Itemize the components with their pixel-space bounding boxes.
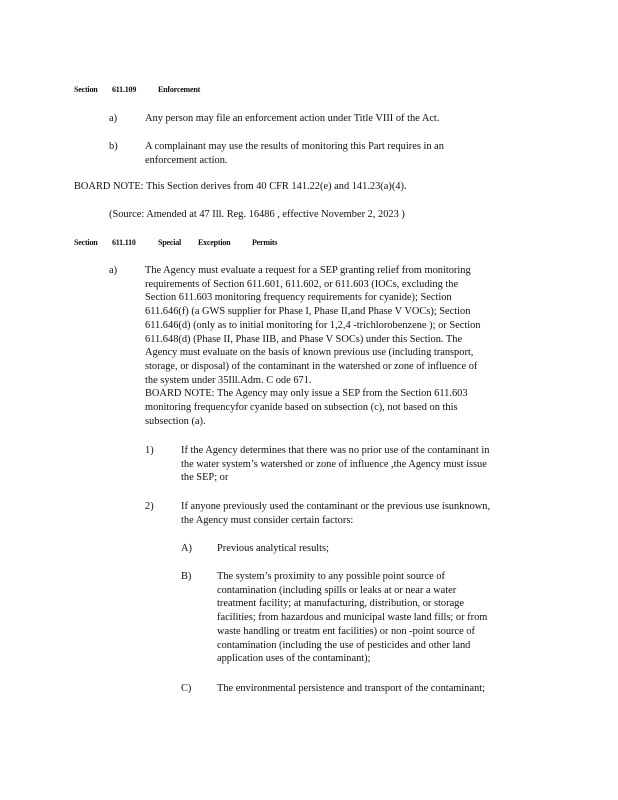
- item-label: 1): [145, 445, 154, 456]
- section-title-word-2: Exception: [198, 238, 231, 247]
- item-label: 2): [145, 501, 154, 512]
- section-number: 611.109: [112, 85, 137, 94]
- factor-text: Previous analytical results;: [217, 543, 329, 554]
- section-611-110-heading: [74, 238, 334, 248]
- subsection-label: a): [109, 265, 118, 276]
- item-text: If anyone previously used the contaminant or the previous use isunknown, the Agency must consider certain factors:: [181, 501, 491, 526]
- factor-label: A): [181, 543, 192, 554]
- board-note: BOARD NOTE: This Section derives from 40 CFR 141.22(e) and 141.23(a)(4).: [74, 181, 407, 192]
- subsection-text: Any person may file an enforcement action under Title VIII of the Act.: [145, 113, 440, 124]
- section-title-word-1: Special: [158, 238, 182, 247]
- section-word: Section: [74, 85, 98, 94]
- subsection-label: b): [109, 141, 118, 152]
- item-text: If the Agency determines that there was no prior use of the contaminant in the water system’s watershed or zone of influence ,the Agency must issue the SEP; or: [181, 445, 490, 484]
- factor-label: C): [181, 683, 192, 694]
- subsection-label: a): [109, 113, 118, 124]
- factor-label: B): [181, 571, 192, 582]
- factor-text: The system’s proximity to any possible point source of contamination (including spills or leaks at or near a water treatment facility; at manufacturing, distribution, or storage facilities; from hazardous and municipal waste land fills; or from waste handling or treatm ent facilities) or non -point source of contamination (including the use of pesticides and other land application uses of the contaminant);: [217, 571, 488, 665]
- section-611-109-heading: [74, 85, 274, 95]
- section-word: Section: [74, 238, 98, 247]
- subsection-text: The Agency must evaluate a request for a SEP granting relief from monitoring requirements of Section 611.601, 611.602, or 611.603 (IOCs, excluding the Section 611.603 monitoring frequency requirements for cyanide); Section 611.646(f) (a GWS supplier for Phase I, Phase II,and Phase V VOCs); Section 611.646(d) (only as to initial monitoring for 1,2,4 -trichlorobenzene ); or Section 611.648(d) (Phase II, Phase IIB, and Phase V SOCs) under this Section. The Agency must evaluate on the basis of known previous use (including transport, storage, or disposal) of the contaminant in the watershed or zone of influence of the system under 35Ill.Adm. C ode 671. BOARD NOTE: The Agency may only issue a SEP from the Section 611.603 monitoring frequencyfor cyanide based on subsection (c), not based on this subsection (a).: [145, 265, 481, 427]
- factor-text: The environmental persistence and transport of the contaminant;: [217, 683, 486, 694]
- section-title: Enforcement: [158, 85, 201, 94]
- subsection-text: A complainant may use the results of monitoring this Part requires in an enforcement action.: [145, 141, 444, 166]
- source-note: (Source: Amended at 47 Ill. Reg. 16486 , effective November 2, 2023 ): [109, 209, 405, 220]
- section-title-word-3: Permits: [252, 238, 278, 247]
- section-number: 611.110: [112, 238, 136, 247]
